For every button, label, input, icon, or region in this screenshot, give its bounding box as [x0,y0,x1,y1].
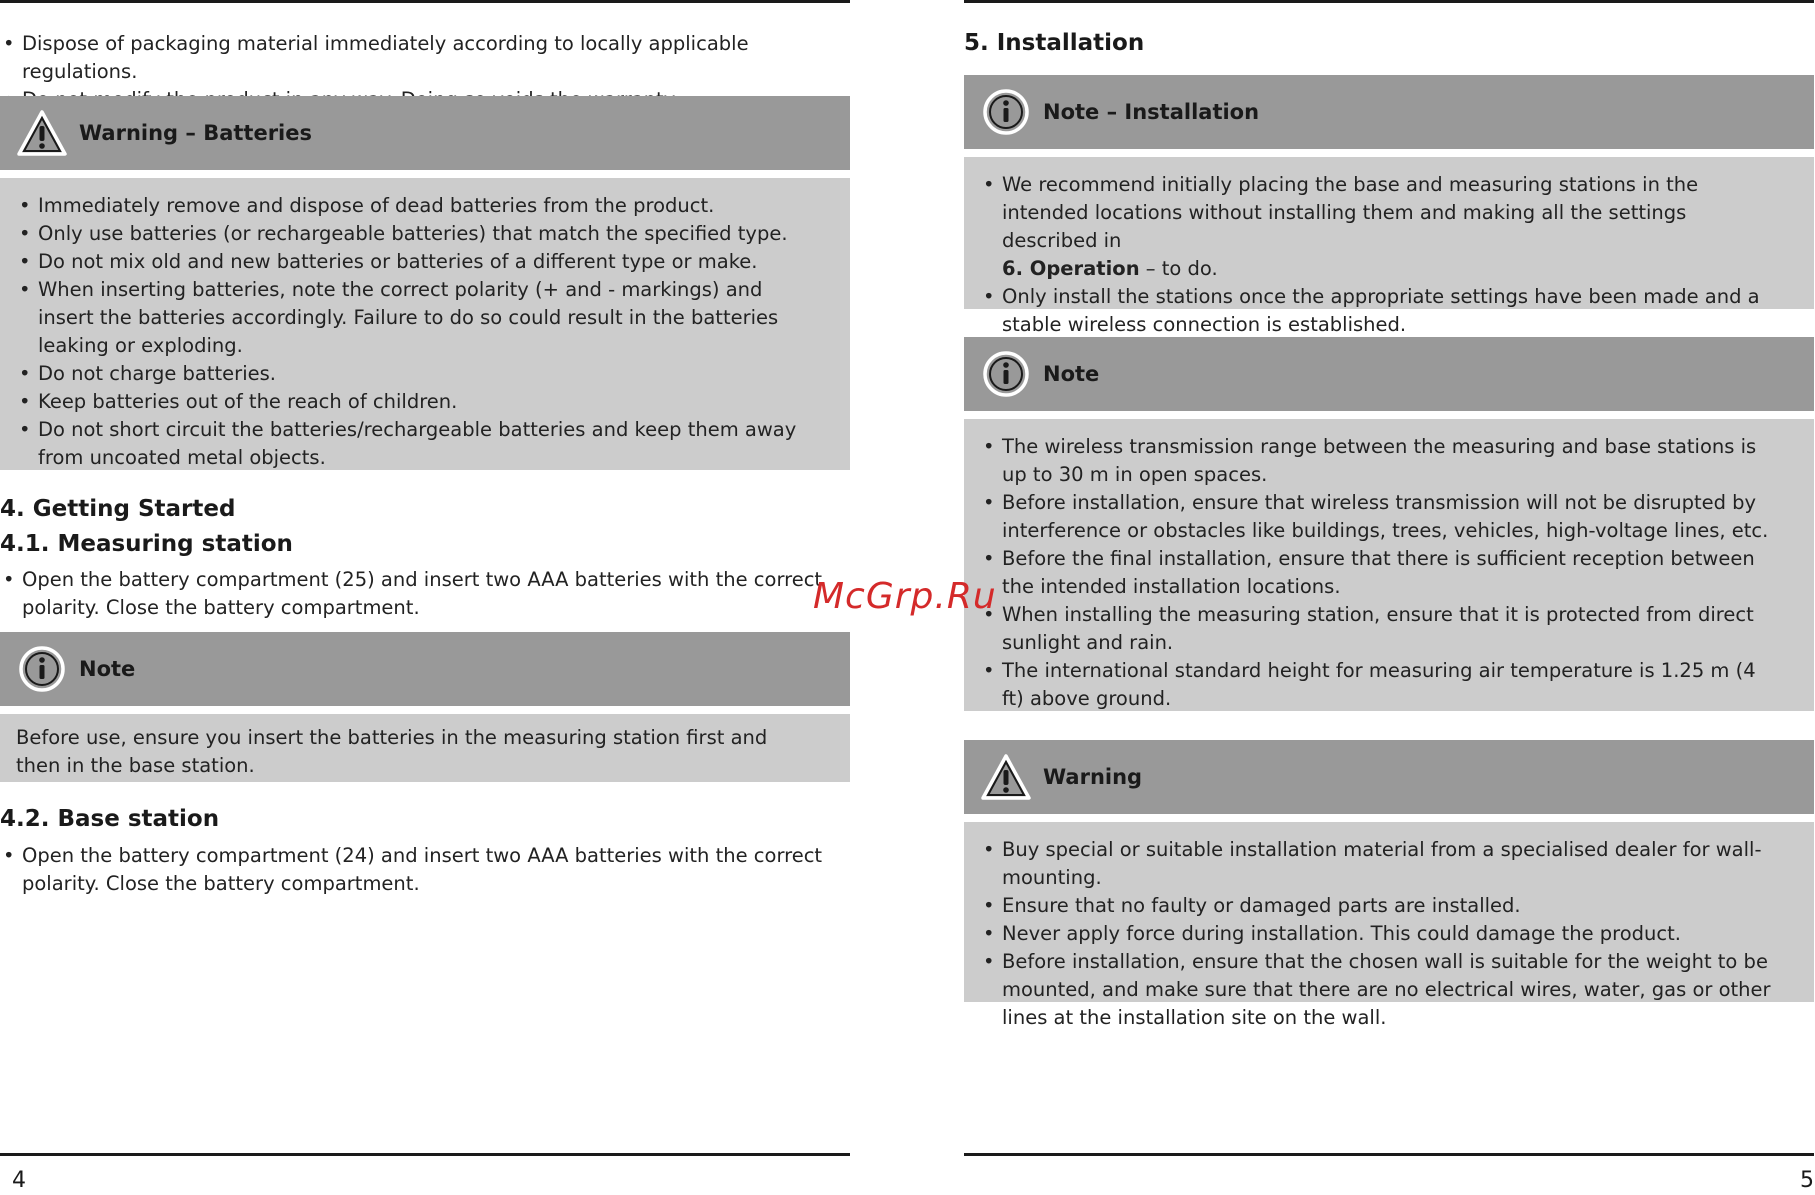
warning-triangle-icon [979,752,1033,802]
page-number: 5 [1800,1168,1814,1193]
list-item: • Do not mix old and new batteries or batteries of a different type or make. [16,248,810,276]
list-item: • Immediately remove and dispose of dead batteries from the product. [16,192,810,220]
cross-reference: 6. Operation [1002,257,1140,280]
bottom-rule [964,1153,1814,1156]
list-item: • Before the final installation, ensure that there is sufficient reception between the intended installation locations. [980,545,1774,601]
top-rule [964,0,1814,3]
section-4-1-list [0,566,850,622]
warning-header [964,740,1814,814]
section-4-title: 4. Getting Started [0,496,236,522]
note-title: Note [1043,362,1100,386]
right-page [964,0,1814,1195]
info-circle-icon [979,87,1033,137]
warning-title: Warning [1043,765,1143,789]
list-item: • Keep batteries out of the reach of children. [16,388,810,416]
note-installation-header [964,75,1814,149]
list-item-text: We recommend initially placing the base and measuring stations in the intended locations without installing them and making all the settings described in [1002,173,1699,252]
warning-triangle-icon [15,108,69,158]
info-circle-icon [979,349,1033,399]
list-item-suffix: – to do. [1139,257,1218,280]
section-5-title: 5. Installation [964,30,1145,56]
list-item: • Only use batteries (or rechargeable batteries) that match the specified type. [16,220,810,248]
note-header [964,337,1814,411]
list-item: • Before installation, ensure that the chosen wall is suitable for the weight to be mounted, and make sure that there are no electrical wires, water, gas or other lines at the installation site on the wall. [980,948,1774,1032]
list-item: • When installing the measuring station, ensure that it is protected from direct sunlight and rain. [980,601,1774,657]
warning-batteries-list [0,178,850,472]
left-page [0,0,850,1195]
note-list [964,419,1814,713]
warning-list [964,822,1814,1032]
note-title: Note [79,657,136,681]
note-installation-body [964,157,1814,336]
list-item: • Open the battery compartment (25) and insert two AAA batteries with the correct polarity. Close the battery compartment. [0,566,850,622]
section-4-2-list [0,842,850,898]
watermark: McGrp.Ru [813,576,997,617]
note-installation-title: Note – Installation [1043,100,1260,124]
list-item: • Buy special or suitable installation material from a specialised dealer for wall-mounting. [980,836,1774,892]
note-body [0,714,850,782]
list-item: • Only install the stations once the appropriate settings have been made and a stable wireless connection is established. [980,283,1774,339]
list-item: • When inserting batteries, note the correct polarity (+ and - markings) and insert the batteries accordingly. Failure to do so could result in the batteries leaking or exploding. [16,276,810,360]
list-item: • Ensure that no faulty or damaged parts are installed. [980,892,1774,920]
list-item: • Open the battery compartment (24) and insert two AAA batteries with the correct polarity. Close the battery compartment. [0,842,850,898]
warning-batteries-title: Warning – Batteries [79,121,312,145]
note-body [964,419,1814,711]
list-item: • Do not charge batteries. [16,360,810,388]
list-item: • Before installation, ensure that wireless transmission will not be disrupted by interference or obstacles like buildings, trees, vehicles, high-voltage lines, etc. [980,489,1774,545]
warning-batteries-header [0,96,850,170]
note-header [0,632,850,706]
list-item [980,171,1774,283]
list-item: • The wireless transmission range between the measuring and base stations is up to 30 m in open spaces. [980,433,1774,489]
bottom-rule [0,1153,850,1156]
section-4-2-title: 4.2. Base station [0,806,220,832]
note-installation-list [964,157,1814,339]
list-item: • The international standard height for measuring air temperature is 1.25 m (4 ft) above ground. [980,657,1774,713]
top-rule [0,0,850,3]
list-item: • Do not short circuit the batteries/rechargeable batteries and keep them away from uncoated metal objects. [16,416,810,472]
list-item: • Dispose of packaging material immediately according to locally applicable regulations. [0,30,850,86]
section-4-1-title: 4.1. Measuring station [0,531,293,557]
list-item: • Never apply force during installation. This could damage the product. [980,920,1774,948]
note-text: Before use, ensure you insert the batteries in the measuring station first and then in the base station. [16,726,768,777]
warning-batteries-body [0,178,850,470]
info-circle-icon [15,644,69,694]
page-number: 4 [12,1168,26,1193]
warning-body [964,822,1814,1029]
